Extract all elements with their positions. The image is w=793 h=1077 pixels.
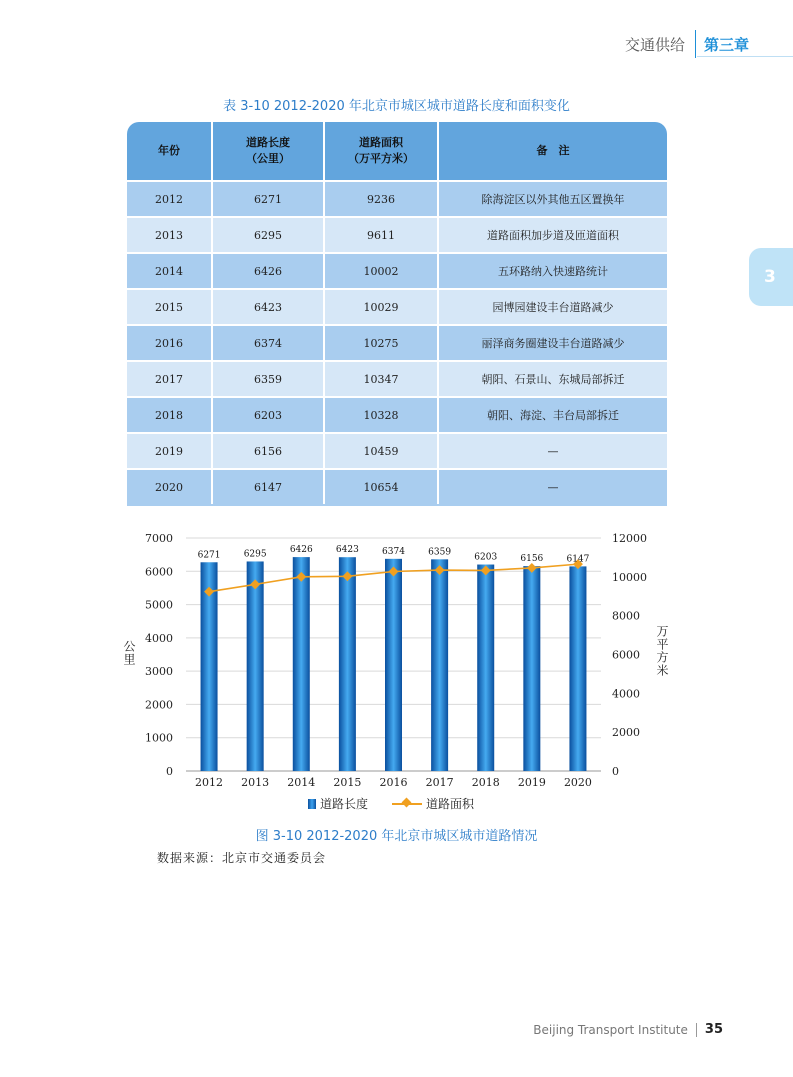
x-tick-label: 2013 [241, 776, 270, 789]
y-tick-left: 0 [166, 765, 173, 778]
table-row [127, 289, 667, 325]
x-tick-label: 2017 [425, 776, 454, 789]
y-tick-right: 6000 [612, 648, 640, 662]
page-footer [533, 1022, 723, 1037]
header-divider [695, 30, 696, 58]
cell-length: 6271 [212, 181, 324, 217]
bar [247, 561, 264, 771]
table-row [127, 181, 667, 217]
bar-value-label: 6295 [243, 549, 267, 560]
cell-note: 丽泽商务圈建设丰台道路减少 [438, 325, 667, 361]
road-data-table [127, 122, 667, 506]
road-chart [0, 525, 793, 815]
table-row [127, 253, 667, 289]
bar [523, 566, 540, 771]
col-header-note: 备 注 [438, 122, 667, 181]
y-tick-right: 10000 [612, 570, 647, 584]
y-tick-right: 4000 [612, 687, 640, 701]
y-tick-left: 1000 [145, 731, 173, 745]
y-tick-left: 6000 [145, 565, 173, 579]
chapter-title: 第三章 [703, 35, 749, 54]
footer-institute: Beijing Transport Institute [533, 1022, 688, 1037]
cell-note: — [438, 433, 667, 469]
col-header-length: 道路长度 （公里） [212, 122, 324, 181]
cell-year: 2015 [127, 289, 212, 325]
bar-value-label: 6426 [289, 545, 313, 556]
legend-bar-swatch [308, 799, 316, 809]
section-title: 交通供给 [624, 35, 685, 54]
table-row [127, 325, 667, 361]
y-tick-left: 4000 [145, 631, 173, 645]
cell-length: 6426 [212, 253, 324, 289]
bar [339, 557, 356, 771]
bar [385, 559, 402, 771]
bar-value-label: 6423 [335, 545, 359, 556]
table-row [127, 397, 667, 433]
y-tick-right: 0 [612, 765, 619, 778]
cell-area: 10654 [324, 469, 438, 505]
bar [477, 565, 494, 771]
page-number: 35 [704, 1022, 723, 1037]
y-tick-right: 2000 [612, 726, 640, 740]
bar [293, 557, 310, 771]
x-tick-label: 2014 [287, 776, 316, 789]
cell-year: 2013 [127, 217, 212, 253]
cell-year: 2018 [127, 397, 212, 433]
cell-area: 10347 [324, 361, 438, 397]
cell-area: 10328 [324, 397, 438, 433]
cell-length: 6295 [212, 217, 324, 253]
cell-note: 朝阳、海淀、丰台局部拆迁 [438, 397, 667, 433]
cell-length: 6374 [212, 325, 324, 361]
figure-caption: 图 3-10 2012-2020 年北京市城区城市道路情况 [255, 829, 538, 844]
y-tick-left: 3000 [145, 665, 173, 679]
bar-value-label: 6374 [382, 546, 405, 557]
cell-note: 朝阳、石景山、东城局部拆迁 [438, 361, 667, 397]
cell-year: 2016 [127, 325, 212, 361]
col-header-year: 年份 [127, 122, 212, 181]
chart-legend [308, 795, 474, 812]
cell-note: 除海淀区以外其他五区置换年 [438, 181, 667, 217]
table-row [127, 469, 667, 505]
cell-length: 6203 [212, 397, 324, 433]
legend-line-swatch [392, 803, 422, 805]
table-row [127, 217, 667, 253]
bar-value-label: 6359 [428, 547, 452, 558]
cell-note: 五环路纳入快速路统计 [438, 253, 667, 289]
cell-year: 2014 [127, 253, 212, 289]
cell-length: 6156 [212, 433, 324, 469]
y-tick-left: 5000 [145, 598, 173, 612]
footer-divider [696, 1023, 697, 1037]
cell-length: 6147 [212, 469, 324, 505]
table-row [127, 433, 667, 469]
cell-year: 2017 [127, 361, 212, 397]
table-row [127, 361, 667, 397]
x-tick-label: 2018 [471, 776, 500, 789]
table-caption: 表 3-10 2012-2020 年北京市城区城市道路长度和面积变化 [223, 99, 570, 114]
page-header [625, 30, 749, 58]
chapter-side-tab: 3 [749, 248, 793, 306]
cell-note: 园博园建设丰台道路减少 [438, 289, 667, 325]
data-source: 数据来源：北京市交通委员会 [157, 851, 327, 865]
col-header-area: 道路面积 （万平方米） [324, 122, 438, 181]
x-tick-label: 2012 [195, 776, 224, 789]
bar-value-label: 6203 [474, 552, 498, 563]
cell-year: 2012 [127, 181, 212, 217]
x-tick-label: 2019 [517, 776, 546, 789]
bar-value-label: 6147 [566, 554, 590, 565]
y-tick-right: 8000 [612, 609, 640, 623]
cell-area: 9611 [324, 217, 438, 253]
header-rule [697, 56, 793, 57]
cell-area: 9236 [324, 181, 438, 217]
y-tick-left: 2000 [145, 698, 173, 712]
x-tick-label: 2015 [333, 776, 362, 789]
cell-area: 10459 [324, 433, 438, 469]
bar [569, 566, 586, 771]
legend-label-length: 道路长度 [320, 797, 369, 811]
y-tick-right: 12000 [612, 532, 647, 545]
cell-area: 10275 [324, 325, 438, 361]
y-axis-left-title: 公里 [122, 640, 136, 666]
cell-note: 道路面积加步道及匝道面积 [438, 217, 667, 253]
table-body [127, 181, 667, 505]
y-tick-left: 7000 [145, 532, 173, 545]
x-tick-label: 2020 [563, 776, 592, 789]
cell-length: 6423 [212, 289, 324, 325]
cell-length: 6359 [212, 361, 324, 397]
cell-year: 2019 [127, 433, 212, 469]
bar [431, 559, 448, 771]
y-axis-right-title: 万平方米 [655, 625, 669, 677]
bar-value-label: 6271 [197, 550, 221, 561]
bar-value-label: 6156 [520, 554, 544, 565]
cell-note: — [438, 469, 667, 505]
x-tick-label: 2016 [379, 776, 408, 789]
cell-area: 10002 [324, 253, 438, 289]
cell-area: 10029 [324, 289, 438, 325]
legend-label-area: 道路面积 [426, 797, 475, 811]
cell-year: 2020 [127, 469, 212, 505]
